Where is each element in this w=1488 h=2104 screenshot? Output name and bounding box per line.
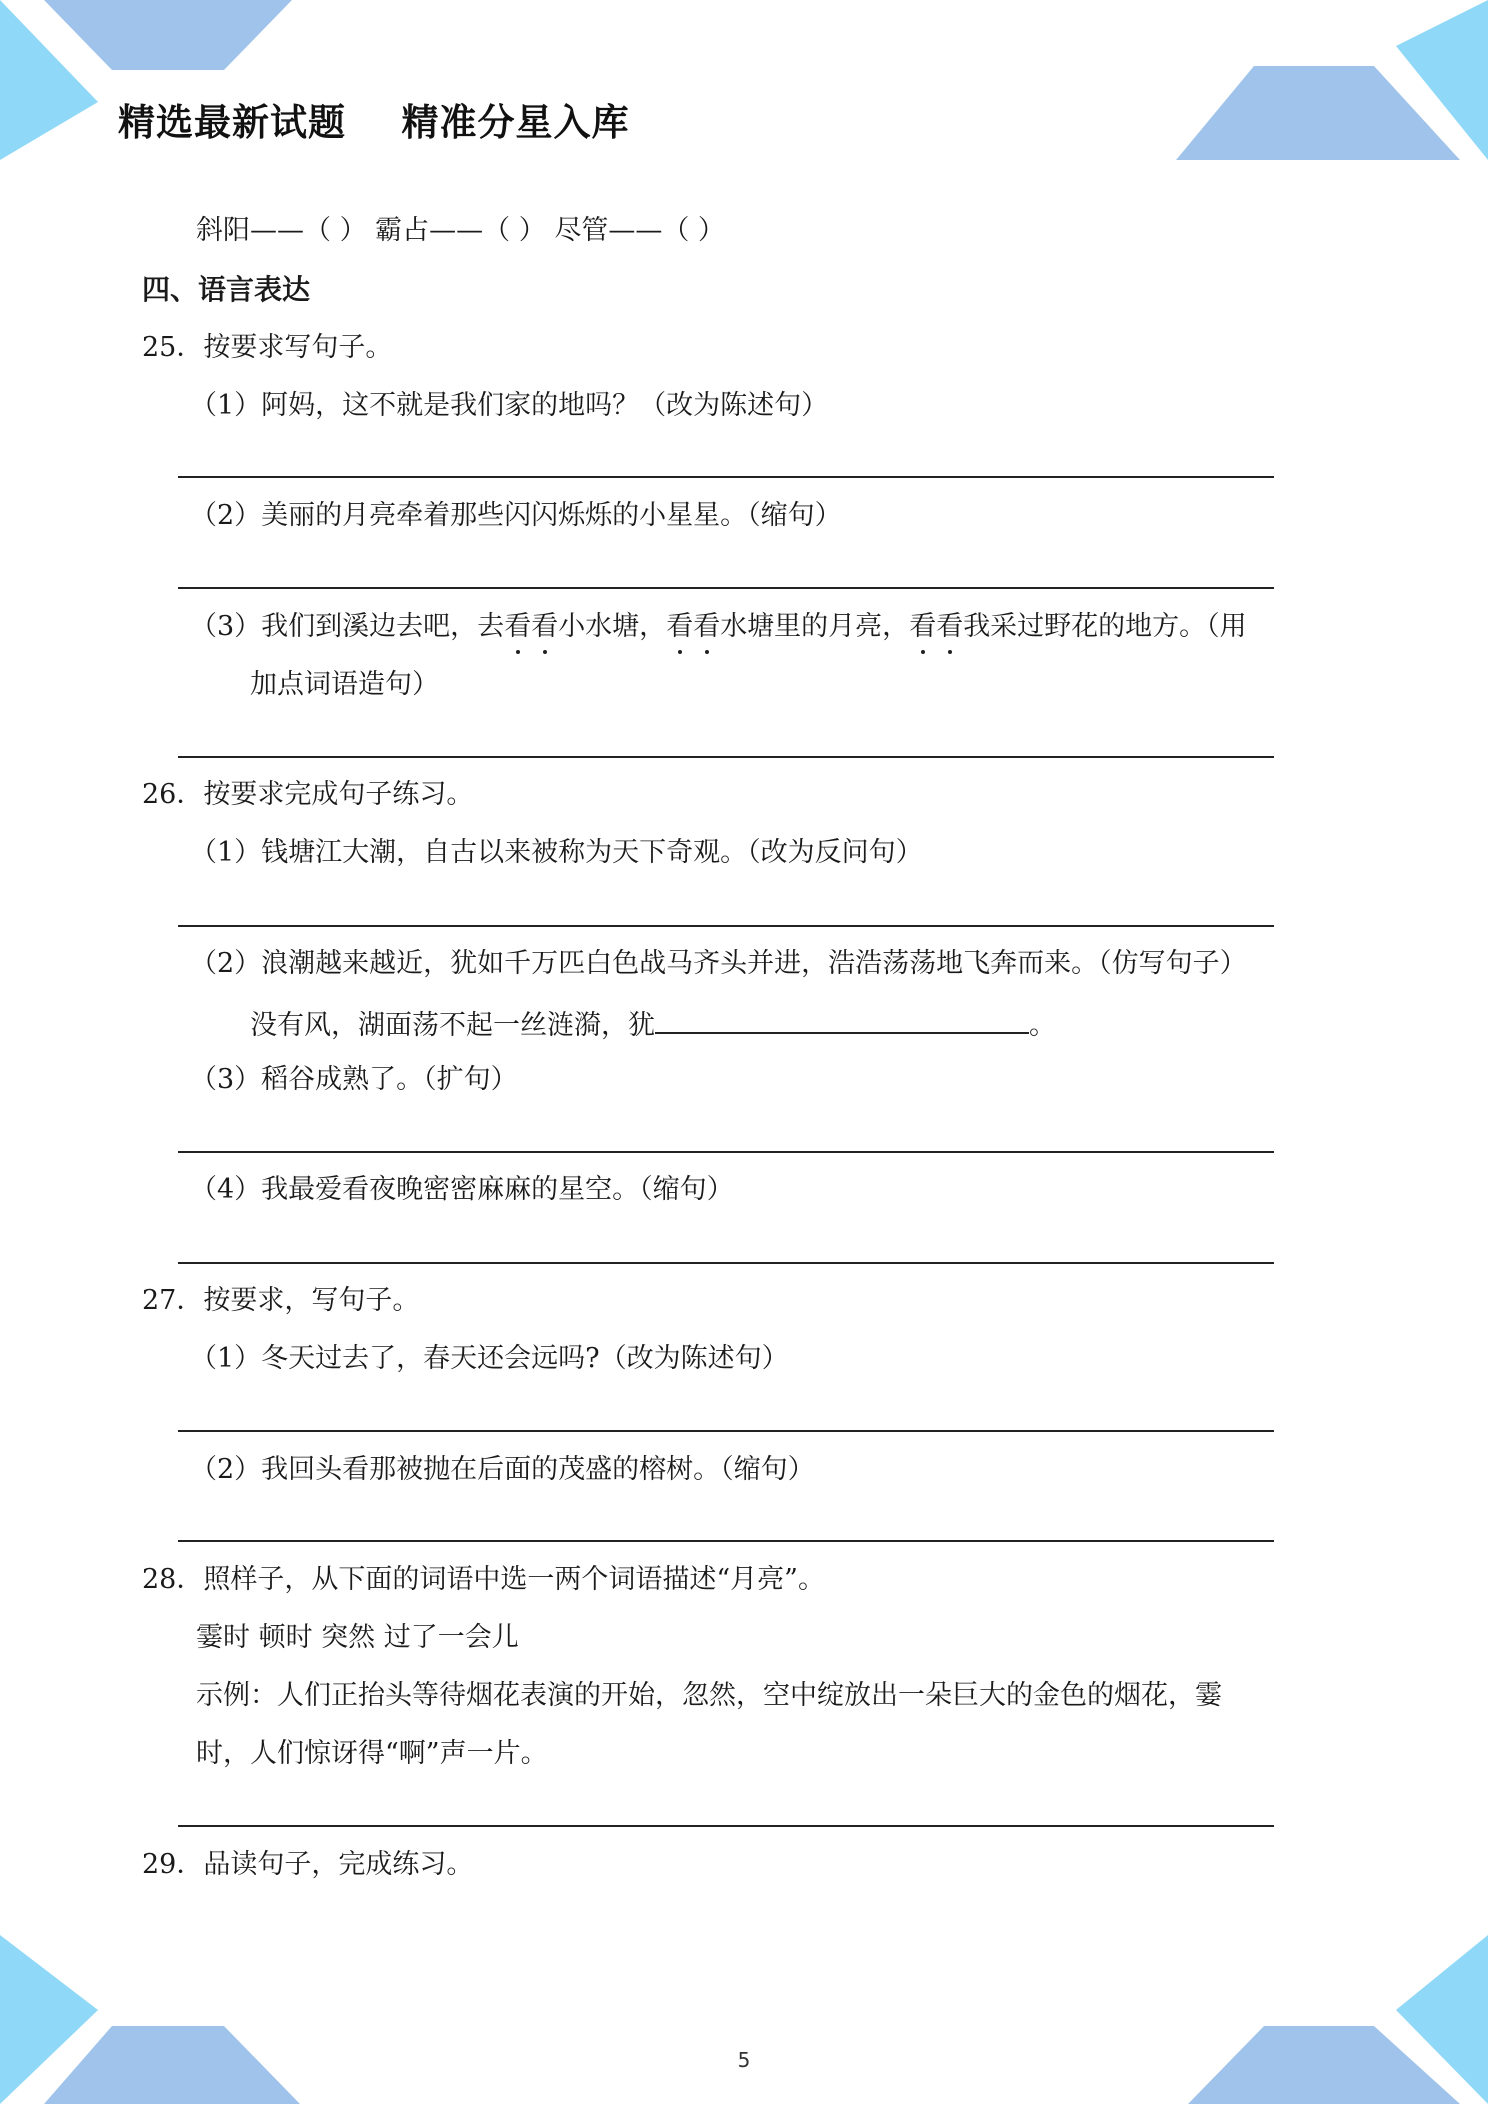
emphasis-dot-char: 看 <box>693 609 720 645</box>
fill-in-parentheses-line: 斜阳——（ ） 霸占——（ ） 尽管——（ ） <box>196 215 725 246</box>
question-25: 25．按要求写句子。 <box>142 332 393 363</box>
emphasis-dot-char: 看 <box>936 609 963 645</box>
question-26-2: （2）浪潮越来越近，犹如千万匹白色战马齐头并进，浩浩荡荡地飞奔而来。（仿写句子） <box>190 948 1247 979</box>
question-28-example: 示例：人们正抬头等待烟花表演的开始，忽然，空中绽放出一朵巨大的金色的烟花，霎 <box>196 1680 1222 1711</box>
question-26-3: （3）稻谷成熟了。（扩句） <box>190 1064 518 1095</box>
question-28-words: 霎时 顿时 突然 过了一会儿 <box>196 1622 519 1653</box>
page-number: 5 <box>737 2048 751 2072</box>
question-25-2: （2）美丽的月亮牵着那些闪闪烁烁的小星星。（缩句） <box>190 500 842 531</box>
question-29: 29．品读句子，完成练习。 <box>142 1849 474 1880</box>
answer-line <box>178 1262 1274 1264</box>
top-left-trapezoid <box>44 0 292 70</box>
emphasis-dot-char: 看 <box>531 609 558 645</box>
answer-line <box>178 1151 1274 1153</box>
question-28-example-cont: 时，人们惊讶得“啊”声一片。 <box>196 1738 548 1769</box>
emphasis-dot-char: 看 <box>504 609 531 645</box>
emphasis-dot-char: 看 <box>666 609 693 645</box>
answer-line <box>178 1430 1274 1432</box>
question-27: 27．按要求，写句子。 <box>142 1285 420 1316</box>
section-heading: 四、语言表达 <box>142 273 311 306</box>
answer-line <box>178 925 1274 927</box>
question-25-1: （1）阿妈，这不就是我们家的地吗？（改为陈述句） <box>190 390 829 421</box>
answer-line <box>178 476 1274 478</box>
question-25-3: （3）我们到溪边去吧，去看看小水塘，看看水塘里的月亮，看看我采过野花的地方。（用 <box>190 609 1247 645</box>
top-right-trapezoid <box>1176 66 1460 160</box>
question-26-2-fill: 没有风，湖面荡不起一丝涟漪，犹 。 <box>250 1004 1056 1044</box>
question-25-3-cont: 加点词语造句） <box>250 669 439 700</box>
answer-line <box>178 1825 1274 1827</box>
answer-line <box>178 1540 1274 1542</box>
question-26: 26．按要求完成句子练习。 <box>142 779 474 810</box>
answer-line <box>178 756 1274 758</box>
header-title: 精选最新试题 精准分星入库 <box>118 101 630 144</box>
question-26-4: （4）我最爱看夜晚密密麻麻的星空。（缩句） <box>190 1174 734 1205</box>
fill-blank[interactable] <box>655 1004 1029 1034</box>
question-27-2: （2）我回头看那被抛在后面的茂盛的榕树。（缩句） <box>190 1454 815 1485</box>
emphasis-dot-char: 看 <box>909 609 936 645</box>
question-28: 28．照样子，从下面的词语中选一两个词语描述“月亮”。 <box>142 1564 825 1595</box>
question-27-1: （1）冬天过去了，春天还会远吗?（改为陈述句） <box>190 1343 789 1374</box>
answer-line <box>178 587 1274 589</box>
question-26-1: （1）钱塘江大潮，自古以来被称为天下奇观。（改为反问句） <box>190 837 923 868</box>
